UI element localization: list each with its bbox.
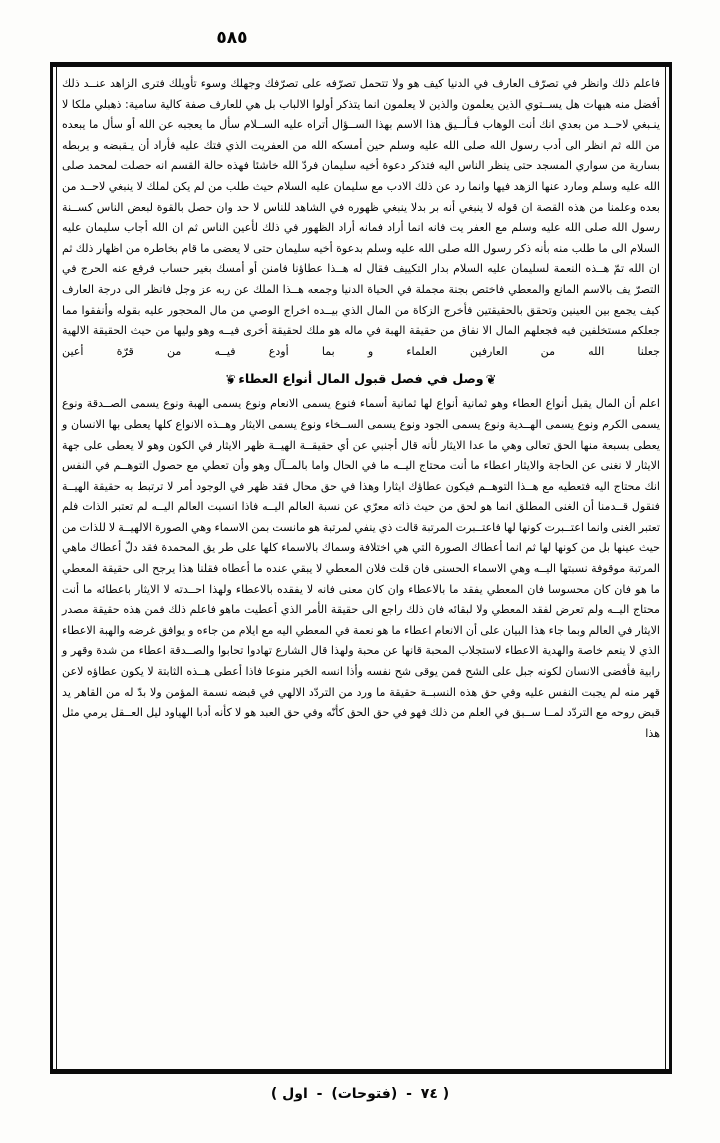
- text-frame-border: [50, 62, 672, 1074]
- footer-book-title: فتوحات: [337, 1086, 391, 1102]
- section-heading-label: وصل في فصل قبول المال أنواع العطاء: [238, 371, 484, 387]
- section-heading: [62, 368, 660, 390]
- text-frame-inner: [53, 67, 669, 1069]
- footer-open-paren-2: (: [390, 1086, 398, 1102]
- footer-volume-number: ٧٤: [420, 1086, 438, 1102]
- footer-part-label: اول: [282, 1086, 308, 1102]
- paragraph-two: اعلم أن المال يقبل أنواع العطاء وهو ثمانية أنواع لها ثمانية أسماء فنوع يسمى الانعام ونوع يسمى الهبة ونوع يسمى الصــدقة ونوع يسمى الكرم ونوع يسمى الهــدية ونوع يسمى الجود ونوع يسمى الســخاء ونوع يسمى الايثار وهــذه الانواع كلها يعطى بها الانسان و يعطى بسبعة منها الحق تعالى وهي ما عدا الايثار لأنه قال أجنبي عن أي حقيقــة الهيــة ظهر الايثار في الكون وهو لا يعطى على جهة الايثار لا نغنى عن الحاجة والايثار اعطاء ما أنت محتاج اليــه ما في الحال واما بالمــآل وهو وأن تعطي مع حصول التوهــم في النفس انك محتاج اليه فتعطيه مع هــذا التوهــم فيكون عطاؤك ايثارا وهذا في حق محال فقد ظهر في الوجود أمر لا ترتبط به حقيقة الهيــة فنقول قــدمنا أن الغنى المطلق انما هو لحق من حيث ذاته معرّي عن نسبة العالم اليــه فاذا انسبت العالم اليــه لم تعتبر الذات فلم تعتبر الغنى وانما اعتــبرت كونها لها فاعتــبرت المرتبة قالت ذي ينفي لمرتبة هو مانست بمن الاسماء وهي الصورة الالهيــة لا للذات من حيث عينها بل من كونها لها ثم انما أعطاك الصورة التي هي اختلافة وسماك بالاسماء كلها على طر يق المحمدة فقد دلّ أعطاك ماهي المرتبة موقوفة نسبتها اليــه وهي الاسماء الحسنى فان قلت فلان المعطي لا يبقي عنده ما أعطاه فقلنا هذا يرجح الى حقيقة المعطي ما هو فان كان محسوسا فان المعطي يفقد ما بالاعطاء وان كان معنى فانه لا يفقده بالاعطاء ولهذا احــدته لا الايثار باعطائه ما أنت محتاج اليــه ولم تعرض لفقد المعطي ولا لبقائه فان ذلك راجع الى حقيقة الأمر الذي أعطيت ماهو فاعلم ذلك فمن هذه حقيقة مصدر الايثار في العالم وبما جاء هذا البيان على أن الانعام اعطاء ما هو نعمة في المعطي اليه مع ايلام من جاءه و يوافق غرضه والهبة الاعطاء الذي لا ينعم خاصة والهدية الاعطاء لاستجلاب المحبة قانها عن محبة ولهذا قال الشارع تهادوا تحابوا والصــدقة اعطاء من شدة وقهر و رابية فأفضى الانسان لكونه جبل على الشح فمن يوقى شح نفسه وأذا انسه الخير منوعا فاذا أعطى هــذه الثابتة لا يكون عطاؤه لاعن قهر منه لم يجبت النفس عليه وفي حق هذه النسبــة حقيقة ما ورد من التردّد الالهي في قبضه نسمة المؤمن ولا بدّ له من القاهر يد قبض روحه مع التردّد لمــا ســبق في العلم من ذلك فهو في حق الحق كأنّه وفي حق العبد هو لا كأنه أدبا الهياود ليل العــقل يرمي مثل هذا: [62, 397, 660, 740]
- ornament-flower-right-icon: ❦: [485, 373, 497, 389]
- footer-close-paren-2: ): [331, 1086, 338, 1102]
- ornament-flower-left-icon: ❦: [225, 373, 237, 389]
- footer-signature: [0, 1086, 720, 1102]
- paragraph-one: فاعلم ذلك وانظر في تصرّف العارف في الدنيا كيف هو ولا تتحمل تصرّفه على تصرّفك وجهلك وسوء تأويلك فترى الزاهد عنــد ذلك أفضل منه هيهات هل يســتوي الذين يعلمون والذين لا يعلمون انما يتذكر أولوا الالباب بل هي للعارف صفة كالية سامية: ذهبلي ملكا لا ينـبغي لاحــد من بعدي انك أنت الوهاب فـألــيق هذا الاسم بهذا الســؤال أتراه عليه الســلام سأل ما يعجبه عن الله أو سأل ما يبعده من الله ثم انظر الى أدب رسول الله صلى الله عليه وسلم حين أمسكه الله من العفريت الذي فتك عليه فأراد أن يـقبضه و يربطه بسارية من سواري المسجد حتى ينظر الناس اليه فتذكر دعوة أخيه سليمان فردّ الله خاشئا فهذه حالة القسم انه حصلت لمحمد صلى الله عليه وسلم ومارد عنها الزهد فيها وانما رد عن ذلك الادب مع سليمان عليه السلام حيث طلب من لم يكن لملك لا ينبغي لاحــد من بعده وعلمنا من هذه القصة ان قوله لا ينبغي أنه بر بدلا ينبغي ظهوره في الشاهد للناس لا حد وان حصل بالقوة لبعض الناس كســنة رسول الله صلى الله عليه وسلم مع العفر يت فانه انما أراد فمانه أراد الظهور في ذلك لأعين الناس ثم ان الله أجاب سليمان عليه السلام الى ما طلب منه بأنه ذكر رسول الله صلى الله عليه وسلم بدعوة أخيه سليمان حتى لا يعضى ما قام بخاطره من اظهار ذلك ثم ان الله تمّ هــذه النعمة لسليمان عليه السلام بدار التكييف فقال له هــذا عطاؤنا فامنن أو أمسك بغير حساب فرفع عنه الحرج في التصرّ يف بالاسم المانع والمعطي فاختص بجنة مجملة في الحياة الدنيا وجمعه هــذا الملك عن ربه عز وجل فانظر الى درجة العارف كيف يجمع بين العينين وتحقق بالحقيقتين فأخرج الزكاة من المال الذي بيــده اخراج الوصي من مال المحجور عليه بقوله وأنفقوا مما جعلكم مستخلفين فيه فجعلهم المال الا نفاق من حقيقة الهبة في ماله هو ملك لحقيقة أخرى فيــه وهو وليها من حيث الحقيقة الالهية جعلنا الله من العارفين العلماء و بما أودع فيــه من قرّة أعين: [62, 77, 660, 358]
- page-number: ٥٨٥: [216, 28, 248, 48]
- footer-close-paren: ): [270, 1086, 278, 1102]
- footer-open-paren: (: [442, 1086, 450, 1102]
- footer-separator-1: -: [406, 1086, 412, 1102]
- footer-separator-2: -: [316, 1086, 323, 1102]
